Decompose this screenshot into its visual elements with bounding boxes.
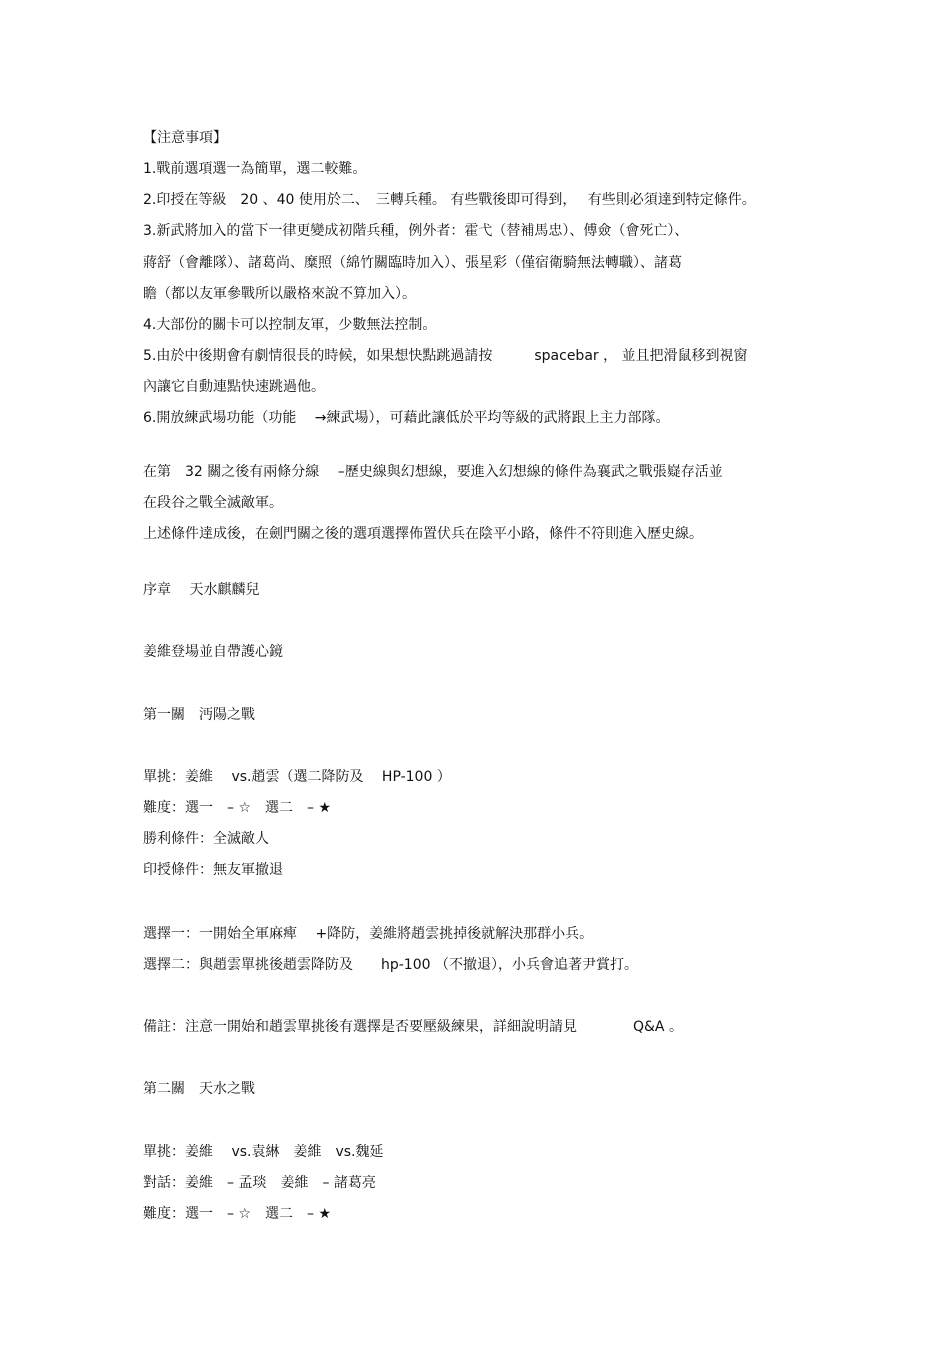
stage1-remark: 備註：注意一開始和趙雲單挑後有選擇是否要壓級練果，詳細說明請見 Q&A 。 xyxy=(143,1019,683,1035)
stage1-seal: 印授條件：無友軍撤退 xyxy=(143,862,283,878)
note-item-3: 3.新武將加入的當下一律更變成初階兵種，例外者：霍弋（替補馬忠）、傅僉（會死亡）、 xyxy=(143,223,689,239)
stage1-title: 第一關 沔陽之戰 xyxy=(143,707,255,723)
stage1-difficulty: 難度：選一 – ☆ 選二 – ★ xyxy=(143,800,332,816)
stage1-choice2: 選擇二：與趙雲單挑後趙雲降防及 hp-100 （不撤退），小兵會追著尹賞打。 xyxy=(143,957,638,973)
note-item-6: 6.開放練武場功能（功能 →練武場），可藉此讓低於平均等級的武將跟上主力部隊。 xyxy=(143,410,670,426)
stage2-difficulty: 難度：選一 – ☆ 選二 – ★ xyxy=(143,1206,332,1222)
note-item-3-cont-2: 瞻（都以友軍參戰所以嚴格來說不算加入）。 xyxy=(143,286,416,302)
note-item-5: 5.由於中後期會有劇情很長的時候，如果想快點跳過請按 spacebar ， 並且把滑鼠移到視窗 xyxy=(143,348,748,364)
note-item-4: 4.大部份的關卡可以控制友軍，少數無法控制。 xyxy=(143,317,437,333)
branch-line-1: 在第 32 關之後有兩條分線 –歷史線與幻想線，要進入幻想線的條件為襄武之戰張嶷存活並 xyxy=(143,464,723,480)
note-item-5-cont: 內讓它自動連點快速跳過他。 xyxy=(143,379,325,395)
stage2-dialogue: 對話：姜維 – 孟琰 姜維 – 諸葛亮 xyxy=(143,1175,376,1191)
note-item-1: 1.戰前選項選一為簡單，選二較難。 xyxy=(143,161,367,177)
prologue-title: 序章 天水麒麟兒 xyxy=(143,582,260,598)
stage2-duel: 單挑：姜維 vs.袁綝 姜維 vs.魏延 xyxy=(143,1144,384,1160)
stage1-choice1: 選擇一：一開始全軍麻痺 +降防，姜維將趙雲挑掉後就解決那群小兵。 xyxy=(143,926,594,942)
stage1-duel: 單挑：姜維 vs.趙雲（選二降防及 HP-100 ） xyxy=(143,769,451,785)
branch-line-3: 上述條件達成後，在劍門關之後的選項選擇佈置伏兵在陰平小路，條件不符則進入歷史線。 xyxy=(143,526,703,542)
note-item-2: 2.印授在等級 20 、40 使用於二、 三轉兵種。 有些戰後即可得到， 有些則必須達到特定條件。 xyxy=(143,192,756,208)
note-item-3-cont-1: 蔣舒（會離隊）、諸葛尚、糜照（綿竹關臨時加入）、張星彩（僅宿衛騎無法轉職）、諸葛 xyxy=(143,255,682,271)
prologue-desc: 姜維登場並自帶護心鏡 xyxy=(143,644,283,660)
notes-heading: 【注意事項】 xyxy=(143,130,227,146)
stage1-victory: 勝利條件：全滅敵人 xyxy=(143,831,269,847)
branch-line-2: 在段谷之戰全滅敵軍。 xyxy=(143,495,283,511)
stage2-title: 第二關 天水之戰 xyxy=(143,1081,255,1097)
